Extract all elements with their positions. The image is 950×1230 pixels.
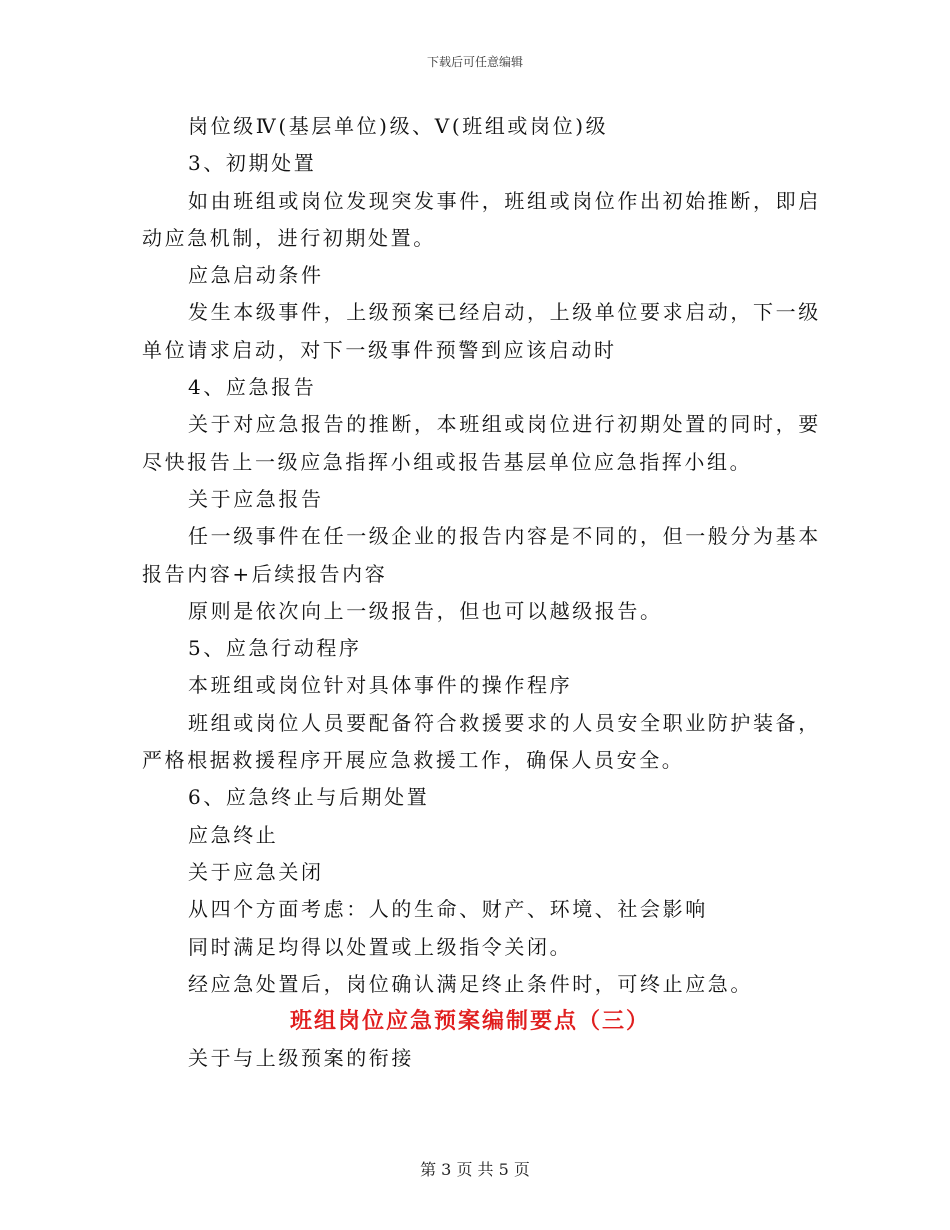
body-text-line: 5、应急行动程序 xyxy=(188,636,362,661)
body-text-line: 班组或岗位人员要配备符合救援要求的人员安全职业防护装备， xyxy=(188,710,821,735)
body-text-line: 4、应急报告 xyxy=(188,375,317,400)
body-text-line: 经应急处置后，岗位确认满足终止条件时，可终止应急。 xyxy=(188,971,753,996)
body-text-line: 严格根据救援程序开展应急救援工作，确保人员安全。 xyxy=(142,748,685,773)
body-text-line: 单位请求启动，对下一级事件预警到应该启动时 xyxy=(142,337,617,362)
body-text-line: 关于应急报告 xyxy=(188,486,324,511)
body-text-line: 应急启动条件 xyxy=(188,263,324,288)
body-text-line: 关于应急关闭 xyxy=(188,859,324,884)
document-body xyxy=(142,108,821,1078)
section-title: 班组岗位应急预案编制要点（三） xyxy=(289,1008,650,1035)
body-text-line: 任一级事件在任一级企业的报告内容是不同的，但一般分为基本 xyxy=(188,524,821,549)
page-header: 下载后可任意编辑 xyxy=(426,55,523,69)
body-text-line: 关于与上级预案的衔接 xyxy=(188,1046,414,1071)
body-text-line: 同时满足均得以处置或上级指令关闭。 xyxy=(188,934,573,959)
body-text-line: 动应急机制，进行初期处置。 xyxy=(142,225,436,250)
page-footer: 第 3 页 共 5 页 xyxy=(420,1160,530,1179)
body-text-line: 岗位级Ⅳ(基层单位)级、Ⅴ(班组或岗位)级 xyxy=(188,114,609,138)
body-text-line: 关于对应急报告的推断，本班组或岗位进行初期处置的同时，要 xyxy=(188,412,821,437)
body-text-line: 6、应急终止与后期处置 xyxy=(188,785,430,810)
body-text-line: 发生本级事件，上级预案已经启动，上级单位要求启动，下一级 xyxy=(188,300,821,325)
body-text-line: 3、初期处置 xyxy=(188,151,317,176)
body-text-line: 如由班组或岗位发现突发事件，班组或岗位作出初始推断，即启 xyxy=(188,188,821,213)
body-text-line: 尽快报告上一级应急指挥小组或报告基层单位应急指挥小组。 xyxy=(142,449,753,474)
body-text-line: 报告内容+后续报告内容 xyxy=(142,561,388,586)
body-text-line: 原则是依次向上一级报告，但也可以越级报告。 xyxy=(188,598,663,623)
body-text-line: 从四个方面考虑：人的生命、财产、环境、社会影响 xyxy=(188,897,708,922)
body-text-line: 本班组或岗位针对具体事件的操作程序 xyxy=(188,673,573,698)
body-text-line: 应急终止 xyxy=(188,822,279,847)
